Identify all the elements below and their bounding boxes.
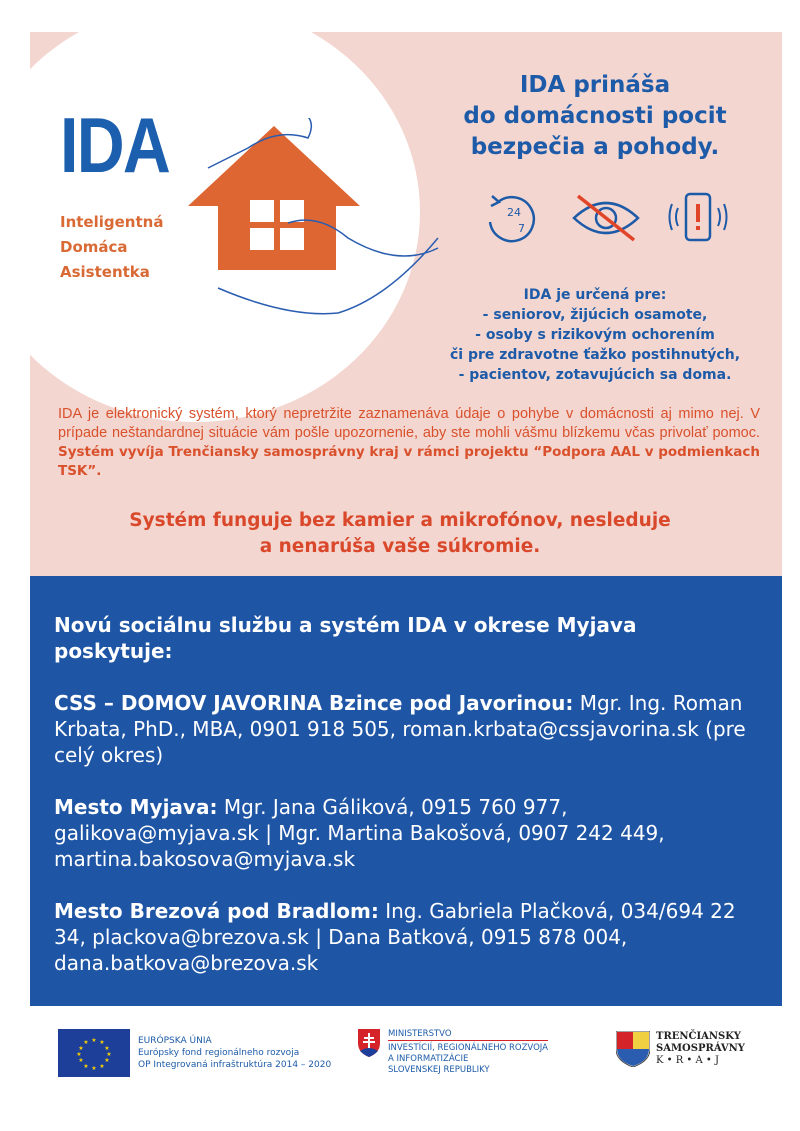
phone-alert-icon: [668, 190, 728, 246]
svg-text:★: ★: [83, 1063, 89, 1070]
svg-text:★: ★: [91, 1037, 97, 1044]
provider-item: [54, 898, 758, 976]
logo-title: IDA: [60, 101, 170, 189]
logo-subtitle-line: Asistentka: [60, 263, 150, 281]
headline: [420, 70, 770, 163]
ministry-line: INVESTÍCIÍ, REGIONÁLNEHO ROZVOJA: [388, 1043, 548, 1053]
providers-intro: Novú sociálnu službu a systém IDA v okrese Myjava poskytuje:: [54, 613, 637, 663]
eu-text: [138, 1035, 331, 1071]
svg-text:★: ★: [99, 1063, 105, 1070]
feature-icons: [480, 190, 728, 246]
logo-subtitle: [60, 210, 163, 285]
ministry-text: [388, 1029, 548, 1076]
privacy-line: a nenarúša vaše súkromie.: [259, 536, 541, 557]
target-group-item: - pacientov, zotavujúcich sa doma.: [458, 367, 732, 383]
svg-text:★: ★: [99, 1039, 105, 1046]
tsk-line: K • R • A • J: [656, 1055, 719, 1066]
no-eye-icon: [570, 192, 642, 244]
tsk-line: SAMOSPRÁVNY: [656, 1043, 745, 1054]
eu-flag-icon: [58, 1029, 130, 1077]
headline-line: bezpečia a pohody.: [470, 134, 720, 160]
eu-line: Európsky fond regionálneho rozvoja: [138, 1048, 300, 1058]
eu-line: OP Integrovaná infraštruktúra 2014 – 2020: [138, 1060, 332, 1070]
svg-text:★: ★: [104, 1057, 110, 1064]
ministry-line: MINISTERSTVO: [388, 1029, 548, 1041]
provider-item: [54, 690, 758, 768]
description-bold: Systém vyvíja Trenčiansky samosprávny kraj v rámci projektu “Podpora AAL v podmienkach TSK”.: [58, 444, 760, 479]
provider-name: CSS – DOMOV JAVORINA Bzince pod Javorinou:: [54, 691, 574, 715]
provider-name: Mesto Myjava:: [54, 795, 218, 819]
icon-7: 7: [518, 222, 525, 235]
ministry-line: SLOVENSKEJ REPUBLIKY: [388, 1065, 490, 1075]
tsk-line: TRENČIANSKY: [656, 1031, 741, 1042]
provider-details: Mgr. Ing. Roman Krbata, PhD., MBA, 0901 918 505, roman.krbata@cssjavorina.sk (pre celý okres): [54, 691, 746, 767]
providers-panel: [30, 576, 782, 1006]
target-group-item: - seniorov, žijúcich osamote,: [482, 307, 708, 323]
description: [58, 405, 760, 481]
target-group-item: - osoby s rizikovým ochorením: [475, 327, 715, 343]
svg-text:★: ★: [106, 1051, 112, 1058]
privacy-statement: [40, 508, 760, 560]
slovak-coat-of-arms-icon: [358, 1029, 380, 1057]
provider-details: Mgr. Jana Gáliková, 0915 760 977, galikova@myjava.sk | Mgr. Martina Bakošová, 0907 242 449, martina.bakosova@myjava.sk: [54, 795, 665, 871]
24-7-clock-icon: [480, 192, 544, 244]
svg-text:★: ★: [76, 1051, 82, 1058]
privacy-line: Systém funguje bez kamier a mikrofónov, nesleduje: [129, 510, 671, 531]
headline-line: IDA prináša: [519, 72, 671, 98]
ministry-line: A INFORMATIZÁCIE: [388, 1054, 469, 1064]
tsk-text: [656, 1031, 745, 1067]
logo-subtitle-line: Domáca: [60, 238, 128, 256]
provider-details: Ing. Gabriela Plačková, 034/694 22 34, plackova@brezova.sk | Dana Batková, 0915 878 004, dana.batkova@brezova.sk: [54, 899, 736, 975]
provider-item: [54, 794, 758, 872]
svg-text:★: ★: [83, 1039, 89, 1046]
target-groups: [400, 285, 790, 385]
svg-text:★: ★: [91, 1065, 97, 1072]
description-text: IDA je elektronický systém, ktorý nepretržite zaznamenáva údaje o pohybe v domácnosti aj mimo nej. V prípade neštandardnej situácie vám pošle upozornenie, aby ste mohli vášmu blízkemu včas privolať pomoc.: [58, 406, 760, 441]
icon-24: 24: [507, 206, 521, 219]
headline-line: do domácnosti pocit: [463, 103, 727, 129]
footer-logos: [58, 1025, 778, 1085]
target-groups-title: IDA je určená pre:: [523, 287, 667, 303]
svg-text:★: ★: [78, 1057, 84, 1064]
svg-text:★: ★: [78, 1045, 84, 1052]
tsk-coat-of-arms-icon: [616, 1031, 650, 1067]
logo-subtitle-line: Inteligentná: [60, 213, 164, 231]
target-group-item: či pre zdravotne ťažko postihnutých,: [449, 347, 741, 363]
svg-text:★: ★: [104, 1045, 110, 1052]
eu-line: EURÓPSKA ÚNIA: [138, 1036, 212, 1046]
provider-name: Mesto Brezová pod Bradlom:: [54, 899, 379, 923]
